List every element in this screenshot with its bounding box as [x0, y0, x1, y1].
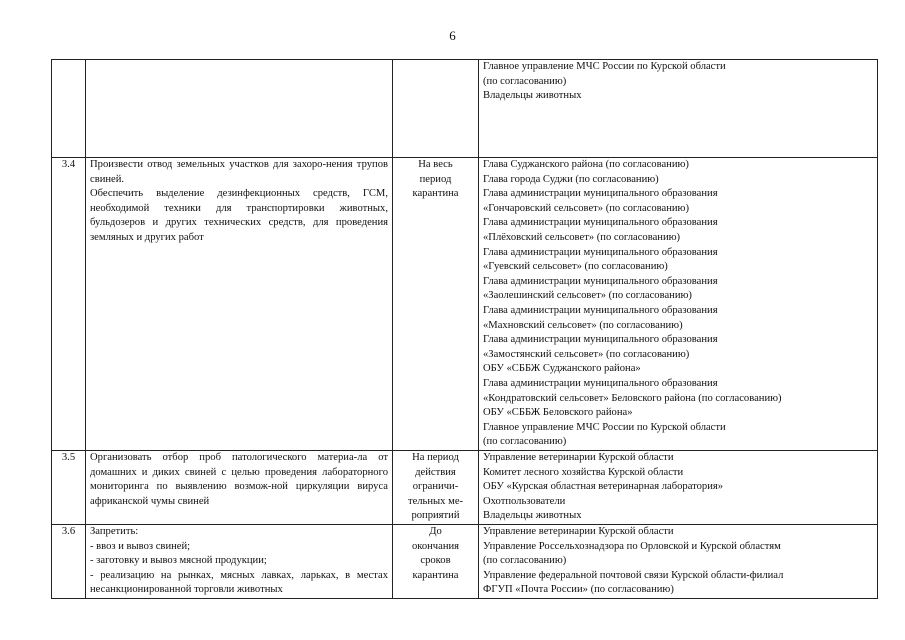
term-line: До	[429, 526, 442, 537]
term-line: период	[419, 173, 452, 185]
responsible-line: ОБУ «Курская областная ветеринарная лаборатория»	[483, 481, 724, 493]
task-paragraph: - ввоз и вывоз свиней;	[90, 540, 191, 552]
term-cell	[393, 525, 479, 599]
responsible-line: Глава администрации муниципального образования	[483, 304, 718, 316]
responsible-line: «Махновский сельсовет» (по согласованию)	[483, 319, 683, 331]
task-paragraph: Произвести отвод земельных участков для захоро-нения трупов свиней.	[90, 159, 388, 185]
task-paragraph: - реализацию на рынках, мясных лавках, ларьках, в местах несанкционированной торговли животных	[90, 569, 388, 596]
responsible-line: «Замостянский сельсовет» (по согласованию)	[483, 348, 690, 360]
responsible-line: Владельцы животных	[483, 90, 582, 102]
task-cell	[86, 525, 393, 599]
responsible-line: «Плёховский сельсовет» (по согласованию)	[483, 231, 681, 243]
table-row	[52, 60, 878, 158]
responsible-line: Управление ветеринарии Курской области	[483, 526, 674, 537]
responsible-line: Глава Суджанского района (по согласованию)	[483, 159, 689, 170]
responsible-line: ОБУ «СББЖ Суджанского района»	[483, 363, 641, 375]
term-line: действия	[415, 466, 456, 478]
item-number-cell	[52, 60, 86, 158]
responsible-line: «Гончаровский сельсовет» (по согласованию)	[483, 202, 690, 214]
table-row	[52, 451, 878, 525]
responsible-cell	[479, 158, 878, 451]
responsible-line: Управление ветеринарии Курской области	[483, 452, 674, 463]
responsible-line: «Гуевский сельсовет» (по согласованию)	[483, 261, 668, 273]
responsible-line: Управление Россельхознадзора по Орловской и Курской областям	[483, 540, 781, 552]
responsible-cell	[479, 60, 878, 158]
measures-table	[51, 59, 878, 599]
term-line: роприятий	[411, 510, 460, 522]
responsible-line: ОБУ «СББЖ Беловского района»	[483, 407, 633, 419]
responsible-line: (по согласованию)	[483, 75, 567, 87]
responsible-line: (по согласованию)	[483, 555, 567, 567]
term-line: тельных ме-	[407, 495, 464, 507]
responsible-line: Глава администрации муниципального образования	[483, 377, 718, 389]
task-paragraph: Обеспечить выделение дезинфекционных средств, ГСМ, необходимой техники для транспортировки животных, бульдозеров и других технических средств, для проведения земляных и других работ	[90, 188, 388, 243]
term-line: На период	[412, 452, 459, 463]
task-paragraph: Организовать отбор проб патологического материа-ла от домашних и диких свиней с целью проведения лабораторного мониторинга по выявлению возмож-ной циркуляции вируса африканской чумы свиней	[90, 452, 388, 507]
responsible-line: Глава администрации муниципального образования	[483, 188, 718, 200]
item-number-cell: 3.4	[52, 158, 86, 451]
responsible-line: Главное управление МЧС России по Курской области	[483, 61, 726, 72]
responsible-line: ФГУП «Почта России» (по согласованию)	[483, 584, 674, 596]
term-line: ограничи-	[412, 481, 459, 493]
task-cell	[86, 451, 393, 525]
table-row	[52, 158, 878, 451]
responsible-line: Глава администрации муниципального образования	[483, 334, 718, 346]
responsible-cell	[479, 525, 878, 599]
term-cell	[393, 451, 479, 525]
term-line: окончания	[411, 540, 460, 552]
term-line: карантина	[412, 569, 459, 581]
term-cell	[393, 158, 479, 451]
task-paragraph: Запретить:	[90, 526, 139, 537]
term-line: карантина	[412, 188, 459, 200]
term-line: На весь	[418, 159, 453, 170]
task-paragraph: - заготовку и вывоз мясной продукции;	[90, 555, 267, 567]
task-cell	[86, 158, 393, 451]
responsible-line: (по согласованию)	[483, 436, 567, 448]
term-cell	[393, 60, 479, 158]
responsible-line: «Кондратовский сельсовет» Беловского района (по согласованию)	[483, 392, 782, 404]
table-row	[52, 525, 878, 599]
task-cell	[86, 60, 393, 158]
responsible-line: Охотпользователи	[483, 495, 566, 507]
page-number: 6	[449, 28, 456, 43]
term-line: сроков	[420, 555, 451, 567]
responsible-line: Глава администрации муниципального образования	[483, 217, 718, 229]
responsible-line: Комитет лесного хозяйства Курской области	[483, 466, 684, 478]
responsible-line: Глава города Суджи (по согласованию)	[483, 173, 659, 185]
responsible-cell	[479, 451, 878, 525]
responsible-line: Глава администрации муниципального образования	[483, 275, 718, 287]
responsible-line: «Заолешинский сельсовет» (по согласованию)	[483, 290, 692, 302]
responsible-line: Глава администрации муниципального образования	[483, 246, 718, 258]
item-number-cell: 3.5	[52, 451, 86, 525]
item-number-cell: 3.6	[52, 525, 86, 599]
responsible-line: Управление федеральной почтовой связи Курской области-филиал	[483, 569, 784, 581]
responsible-line: Главное управление МЧС России по Курской области	[483, 421, 726, 433]
responsible-line: Владельцы животных	[483, 510, 582, 522]
